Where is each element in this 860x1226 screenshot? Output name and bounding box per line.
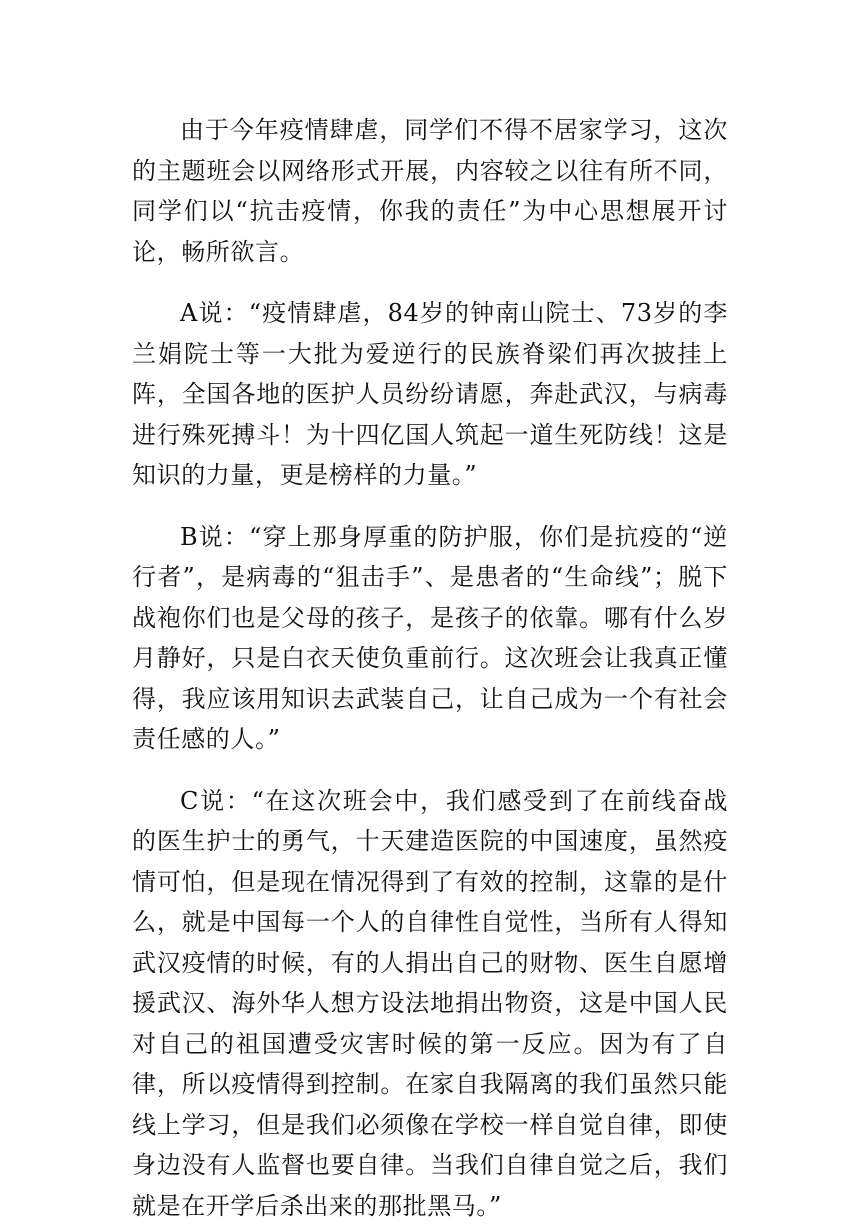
paragraph-intro: 由于今年疫情肆虐，同学们不得不居家学习，这次的主题班会以网络形式开展，内容较之以往有所不同，同学们以“抗击疫情，你我的责任”为中心思想展开讨论，畅所欲言。 — [132, 110, 728, 272]
paragraph-student-b: B说：“穿上那身厚重的防护服，你们是抗疫的“逆行者”，是病毒的“狙击手”、是患者的“生命线”；脱下战袍你们也是父母的孩子，是孩子的依靠。哪有什么岁月静好，只是白衣天使负重前行。这次班会让我真正懂得，我应该用知识去武装自己，让自己成为一个有社会责任感的人。” — [132, 517, 728, 760]
document-body — [132, 110, 728, 1226]
paragraph-student-a: A说：“疫情肆虐，84岁的钟南山院士、73岁的李兰娟院士等一大批为爱逆行的民族脊梁们再次披挂上阵，全国各地的医护人员纷纷请愿，奔赴武汉，与病毒进行殊死搏斗！为十四亿国人筑起一道生死防线！这是知识的力量，更是榜样的力量。” — [132, 293, 728, 496]
paragraph-student-c: C说：“在这次班会中，我们感受到了在前线奋战的医生护士的勇气，十天建造医院的中国速度，虽然疫情可怕，但是现在情况得到了有效的控制，这靠的是什么，就是中国每一个人的自律性自觉性，当所有人得知武汉疫情的时候，有的人捐出自己的财物、医生自愿增援武汉、海外华人想方设法地捐出物资，这是中国人民对自己的祖国遭受灾害时候的第一反应。因为有了自律，所以疫情得到控制。在家自我隔离的我们虽然只能线上学习，但是我们必须像在学校一样自觉自律，即使身边没有人监督也要自律。当我们自律自觉之后，我们就是在开学后杀出来的那批黑马。” — [132, 781, 728, 1226]
